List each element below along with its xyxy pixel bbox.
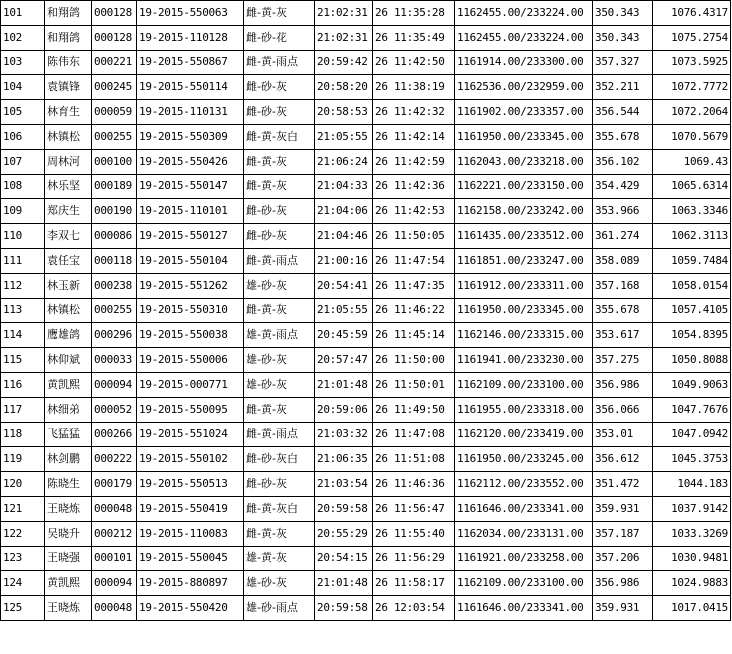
owner-name-cell: 林镇松 bbox=[45, 298, 92, 323]
release-time-cell: 21:06:35 bbox=[315, 447, 373, 472]
arrival-time-cell: 26 11:42:36 bbox=[373, 174, 455, 199]
arrival-time-cell: 26 11:50:05 bbox=[373, 224, 455, 249]
rank-cell: 106 bbox=[1, 124, 45, 149]
table-row bbox=[1, 596, 731, 621]
rank-cell: 125 bbox=[1, 596, 45, 621]
owner-name-cell: 黄凯熙 bbox=[45, 571, 92, 596]
pigeon-description-cell: 雌-黄-灰 bbox=[244, 521, 315, 546]
member-code-cell: 000100 bbox=[92, 149, 137, 174]
arrival-time-cell: 26 11:56:47 bbox=[373, 496, 455, 521]
distance-cell: 350.343 bbox=[593, 1, 653, 26]
distance-cell: 353.01 bbox=[593, 422, 653, 447]
coordinates-cell: 1162112.00/233552.00 bbox=[455, 472, 593, 497]
member-code-cell: 000128 bbox=[92, 1, 137, 26]
pigeon-description-cell: 雌-黄-灰 bbox=[244, 174, 315, 199]
distance-cell: 353.617 bbox=[593, 323, 653, 348]
ring-number-cell: 19-2015-110101 bbox=[137, 199, 244, 224]
coordinates-cell: 1162536.00/232959.00 bbox=[455, 75, 593, 100]
speed-cell: 1059.7484 bbox=[653, 248, 731, 273]
arrival-time-cell: 26 11:42:32 bbox=[373, 100, 455, 125]
ring-number-cell: 19-2015-550095 bbox=[137, 397, 244, 422]
release-time-cell: 21:02:31 bbox=[315, 25, 373, 50]
speed-cell: 1062.3113 bbox=[653, 224, 731, 249]
rank-cell: 102 bbox=[1, 25, 45, 50]
pigeon-description-cell: 雌-砂-灰 bbox=[244, 199, 315, 224]
ring-number-cell: 19-2015-551262 bbox=[137, 273, 244, 298]
release-time-cell: 20:59:58 bbox=[315, 496, 373, 521]
release-time-cell: 20:57:47 bbox=[315, 348, 373, 373]
distance-cell: 361.274 bbox=[593, 224, 653, 249]
speed-cell: 1017.0415 bbox=[653, 596, 731, 621]
coordinates-cell: 1161435.00/233512.00 bbox=[455, 224, 593, 249]
owner-name-cell: 王晓炼 bbox=[45, 496, 92, 521]
distance-cell: 352.211 bbox=[593, 75, 653, 100]
owner-name-cell: 和翔鸽 bbox=[45, 25, 92, 50]
coordinates-cell: 1161912.00/233311.00 bbox=[455, 273, 593, 298]
owner-name-cell: 林育生 bbox=[45, 100, 92, 125]
pigeon-description-cell: 雌-砂-灰 bbox=[244, 224, 315, 249]
distance-cell: 351.472 bbox=[593, 472, 653, 497]
table-body bbox=[1, 1, 731, 621]
owner-name-cell: 王晓炼 bbox=[45, 596, 92, 621]
pigeon-description-cell: 雌-黄-雨点 bbox=[244, 50, 315, 75]
speed-cell: 1050.8088 bbox=[653, 348, 731, 373]
pigeon-description-cell: 雄-砂-雨点 bbox=[244, 596, 315, 621]
member-code-cell: 000048 bbox=[92, 596, 137, 621]
distance-cell: 356.986 bbox=[593, 372, 653, 397]
ring-number-cell: 19-2015-000771 bbox=[137, 372, 244, 397]
table-row bbox=[1, 521, 731, 546]
arrival-time-cell: 26 11:50:01 bbox=[373, 372, 455, 397]
table-row bbox=[1, 149, 731, 174]
owner-name-cell: 袁任宝 bbox=[45, 248, 92, 273]
distance-cell: 357.275 bbox=[593, 348, 653, 373]
rank-cell: 104 bbox=[1, 75, 45, 100]
rank-cell: 122 bbox=[1, 521, 45, 546]
release-time-cell: 20:59:42 bbox=[315, 50, 373, 75]
owner-name-cell: 周林河 bbox=[45, 149, 92, 174]
rank-cell: 112 bbox=[1, 273, 45, 298]
distance-cell: 356.544 bbox=[593, 100, 653, 125]
pigeon-description-cell: 雌-黄-灰白 bbox=[244, 124, 315, 149]
member-code-cell: 000033 bbox=[92, 348, 137, 373]
member-code-cell: 000128 bbox=[92, 25, 137, 50]
distance-cell: 356.102 bbox=[593, 149, 653, 174]
table-row bbox=[1, 397, 731, 422]
speed-cell: 1063.3346 bbox=[653, 199, 731, 224]
member-code-cell: 000101 bbox=[92, 546, 137, 571]
pigeon-description-cell: 雌-黄-灰 bbox=[244, 1, 315, 26]
pigeon-description-cell: 雌-砂-灰白 bbox=[244, 447, 315, 472]
pigeon-description-cell: 雄-砂-灰 bbox=[244, 372, 315, 397]
table-row bbox=[1, 298, 731, 323]
table-row bbox=[1, 323, 731, 348]
coordinates-cell: 1162043.00/233218.00 bbox=[455, 149, 593, 174]
coordinates-cell: 1161950.00/233245.00 bbox=[455, 447, 593, 472]
member-code-cell: 000118 bbox=[92, 248, 137, 273]
release-time-cell: 20:59:58 bbox=[315, 596, 373, 621]
release-time-cell: 20:54:15 bbox=[315, 546, 373, 571]
member-code-cell: 000059 bbox=[92, 100, 137, 125]
table-row bbox=[1, 100, 731, 125]
owner-name-cell: 林乐坚 bbox=[45, 174, 92, 199]
distance-cell: 355.678 bbox=[593, 124, 653, 149]
distance-cell: 356.612 bbox=[593, 447, 653, 472]
member-code-cell: 000190 bbox=[92, 199, 137, 224]
member-code-cell: 000222 bbox=[92, 447, 137, 472]
distance-cell: 357.187 bbox=[593, 521, 653, 546]
release-time-cell: 21:04:06 bbox=[315, 199, 373, 224]
owner-name-cell: 飞猛猛 bbox=[45, 422, 92, 447]
rank-cell: 101 bbox=[1, 1, 45, 26]
rank-cell: 118 bbox=[1, 422, 45, 447]
distance-cell: 356.066 bbox=[593, 397, 653, 422]
ring-number-cell: 19-2015-110131 bbox=[137, 100, 244, 125]
table-row bbox=[1, 124, 731, 149]
coordinates-cell: 1162146.00/233315.00 bbox=[455, 323, 593, 348]
release-time-cell: 21:04:33 bbox=[315, 174, 373, 199]
release-time-cell: 21:03:54 bbox=[315, 472, 373, 497]
distance-cell: 357.168 bbox=[593, 273, 653, 298]
coordinates-cell: 1162109.00/233100.00 bbox=[455, 571, 593, 596]
pigeon-description-cell: 雄-砂-灰 bbox=[244, 273, 315, 298]
coordinates-cell: 1161941.00/233230.00 bbox=[455, 348, 593, 373]
ring-number-cell: 19-2015-550147 bbox=[137, 174, 244, 199]
member-code-cell: 000086 bbox=[92, 224, 137, 249]
ring-number-cell: 19-2015-550104 bbox=[137, 248, 244, 273]
speed-cell: 1033.3269 bbox=[653, 521, 731, 546]
distance-cell: 359.931 bbox=[593, 596, 653, 621]
rank-cell: 107 bbox=[1, 149, 45, 174]
table-row bbox=[1, 348, 731, 373]
release-time-cell: 21:05:55 bbox=[315, 124, 373, 149]
coordinates-cell: 1161950.00/233345.00 bbox=[455, 298, 593, 323]
distance-cell: 353.966 bbox=[593, 199, 653, 224]
arrival-time-cell: 26 11:47:08 bbox=[373, 422, 455, 447]
table-row bbox=[1, 496, 731, 521]
owner-name-cell: 林细弟 bbox=[45, 397, 92, 422]
ring-number-cell: 19-2015-550420 bbox=[137, 596, 244, 621]
coordinates-cell: 1161902.00/233357.00 bbox=[455, 100, 593, 125]
speed-cell: 1076.4317 bbox=[653, 1, 731, 26]
member-code-cell: 000266 bbox=[92, 422, 137, 447]
arrival-time-cell: 26 11:38:19 bbox=[373, 75, 455, 100]
speed-cell: 1049.9063 bbox=[653, 372, 731, 397]
arrival-time-cell: 26 11:45:14 bbox=[373, 323, 455, 348]
pigeon-description-cell: 雌-砂-灰 bbox=[244, 75, 315, 100]
owner-name-cell: 陈伟东 bbox=[45, 50, 92, 75]
table-row bbox=[1, 372, 731, 397]
distance-cell: 357.327 bbox=[593, 50, 653, 75]
member-code-cell: 000255 bbox=[92, 298, 137, 323]
ring-number-cell: 19-2015-550513 bbox=[137, 472, 244, 497]
table-row bbox=[1, 472, 731, 497]
member-code-cell: 000094 bbox=[92, 372, 137, 397]
ring-number-cell: 19-2015-550419 bbox=[137, 496, 244, 521]
speed-cell: 1057.4105 bbox=[653, 298, 731, 323]
coordinates-cell: 1162158.00/233242.00 bbox=[455, 199, 593, 224]
ring-number-cell: 19-2015-551024 bbox=[137, 422, 244, 447]
owner-name-cell: 王晓强 bbox=[45, 546, 92, 571]
speed-cell: 1072.2064 bbox=[653, 100, 731, 125]
owner-name-cell: 袁镇锋 bbox=[45, 75, 92, 100]
table-row bbox=[1, 1, 731, 26]
distance-cell: 359.931 bbox=[593, 496, 653, 521]
rank-cell: 121 bbox=[1, 496, 45, 521]
rank-cell: 109 bbox=[1, 199, 45, 224]
release-time-cell: 20:59:06 bbox=[315, 397, 373, 422]
table-row bbox=[1, 199, 731, 224]
arrival-time-cell: 26 11:42:59 bbox=[373, 149, 455, 174]
pigeon-description-cell: 雄-黄-灰 bbox=[244, 546, 315, 571]
distance-cell: 358.089 bbox=[593, 248, 653, 273]
coordinates-cell: 1161921.00/233258.00 bbox=[455, 546, 593, 571]
speed-cell: 1045.3753 bbox=[653, 447, 731, 472]
table-row bbox=[1, 273, 731, 298]
release-time-cell: 20:45:59 bbox=[315, 323, 373, 348]
speed-cell: 1044.183 bbox=[653, 472, 731, 497]
speed-cell: 1054.8395 bbox=[653, 323, 731, 348]
pigeon-description-cell: 雌-黄-灰 bbox=[244, 397, 315, 422]
arrival-time-cell: 26 11:35:49 bbox=[373, 25, 455, 50]
member-code-cell: 000048 bbox=[92, 496, 137, 521]
table-row bbox=[1, 248, 731, 273]
coordinates-cell: 1162455.00/233224.00 bbox=[455, 25, 593, 50]
coordinates-cell: 1161914.00/233300.00 bbox=[455, 50, 593, 75]
coordinates-cell: 1162109.00/233100.00 bbox=[455, 372, 593, 397]
release-time-cell: 21:00:16 bbox=[315, 248, 373, 273]
member-code-cell: 000221 bbox=[92, 50, 137, 75]
distance-cell: 355.678 bbox=[593, 298, 653, 323]
rank-cell: 111 bbox=[1, 248, 45, 273]
release-time-cell: 21:02:31 bbox=[315, 1, 373, 26]
ring-number-cell: 19-2015-550310 bbox=[137, 298, 244, 323]
release-time-cell: 21:01:48 bbox=[315, 571, 373, 596]
table-row bbox=[1, 25, 731, 50]
distance-cell: 354.429 bbox=[593, 174, 653, 199]
pigeon-description-cell: 雄-黄-雨点 bbox=[244, 323, 315, 348]
member-code-cell: 000296 bbox=[92, 323, 137, 348]
speed-cell: 1047.7676 bbox=[653, 397, 731, 422]
arrival-time-cell: 26 11:42:53 bbox=[373, 199, 455, 224]
ring-number-cell: 19-2015-550309 bbox=[137, 124, 244, 149]
table-row bbox=[1, 571, 731, 596]
arrival-time-cell: 26 11:42:14 bbox=[373, 124, 455, 149]
arrival-time-cell: 26 11:50:00 bbox=[373, 348, 455, 373]
owner-name-cell: 和翔鸽 bbox=[45, 1, 92, 26]
pigeon-description-cell: 雌-黄-雨点 bbox=[244, 422, 315, 447]
table-row bbox=[1, 422, 731, 447]
owner-name-cell: 吴晓升 bbox=[45, 521, 92, 546]
ring-number-cell: 19-2015-550045 bbox=[137, 546, 244, 571]
coordinates-cell: 1161955.00/233318.00 bbox=[455, 397, 593, 422]
rank-cell: 116 bbox=[1, 372, 45, 397]
coordinates-cell: 1161646.00/233341.00 bbox=[455, 596, 593, 621]
release-time-cell: 20:55:29 bbox=[315, 521, 373, 546]
speed-cell: 1072.7772 bbox=[653, 75, 731, 100]
distance-cell: 357.206 bbox=[593, 546, 653, 571]
ring-number-cell: 19-2015-550426 bbox=[137, 149, 244, 174]
owner-name-cell: 郑庆生 bbox=[45, 199, 92, 224]
table-row bbox=[1, 447, 731, 472]
rank-cell: 120 bbox=[1, 472, 45, 497]
speed-cell: 1070.5679 bbox=[653, 124, 731, 149]
ring-number-cell: 19-2015-550127 bbox=[137, 224, 244, 249]
coordinates-cell: 1162120.00/233419.00 bbox=[455, 422, 593, 447]
member-code-cell: 000255 bbox=[92, 124, 137, 149]
rank-cell: 108 bbox=[1, 174, 45, 199]
member-code-cell: 000212 bbox=[92, 521, 137, 546]
table-row bbox=[1, 50, 731, 75]
ring-number-cell: 19-2015-110083 bbox=[137, 521, 244, 546]
member-code-cell: 000179 bbox=[92, 472, 137, 497]
arrival-time-cell: 26 11:46:36 bbox=[373, 472, 455, 497]
rank-cell: 117 bbox=[1, 397, 45, 422]
ring-number-cell: 19-2015-550114 bbox=[137, 75, 244, 100]
ring-number-cell: 19-2015-110128 bbox=[137, 25, 244, 50]
arrival-time-cell: 26 11:47:35 bbox=[373, 273, 455, 298]
release-time-cell: 20:54:41 bbox=[315, 273, 373, 298]
pigeon-description-cell: 雌-砂-花 bbox=[244, 25, 315, 50]
coordinates-cell: 1161646.00/233341.00 bbox=[455, 496, 593, 521]
arrival-time-cell: 26 12:03:54 bbox=[373, 596, 455, 621]
owner-name-cell: 林镇松 bbox=[45, 124, 92, 149]
release-time-cell: 21:05:55 bbox=[315, 298, 373, 323]
member-code-cell: 000094 bbox=[92, 571, 137, 596]
ring-number-cell: 19-2015-550038 bbox=[137, 323, 244, 348]
speed-cell: 1075.2754 bbox=[653, 25, 731, 50]
pigeon-description-cell: 雌-黄-灰 bbox=[244, 149, 315, 174]
pigeon-description-cell: 雌-砂-灰 bbox=[244, 472, 315, 497]
member-code-cell: 000189 bbox=[92, 174, 137, 199]
rank-cell: 103 bbox=[1, 50, 45, 75]
speed-cell: 1065.6314 bbox=[653, 174, 731, 199]
speed-cell: 1058.0154 bbox=[653, 273, 731, 298]
release-time-cell: 20:58:20 bbox=[315, 75, 373, 100]
arrival-time-cell: 26 11:42:50 bbox=[373, 50, 455, 75]
release-time-cell: 21:04:46 bbox=[315, 224, 373, 249]
arrival-time-cell: 26 11:55:40 bbox=[373, 521, 455, 546]
coordinates-cell: 1162455.00/233224.00 bbox=[455, 1, 593, 26]
rank-cell: 105 bbox=[1, 100, 45, 125]
member-code-cell: 000052 bbox=[92, 397, 137, 422]
coordinates-cell: 1162221.00/233150.00 bbox=[455, 174, 593, 199]
rank-cell: 114 bbox=[1, 323, 45, 348]
rank-cell: 119 bbox=[1, 447, 45, 472]
table-row bbox=[1, 174, 731, 199]
speed-cell: 1047.0942 bbox=[653, 422, 731, 447]
speed-cell: 1073.5925 bbox=[653, 50, 731, 75]
owner-name-cell: 鹰雄鸽 bbox=[45, 323, 92, 348]
pigeon-description-cell: 雌-黄-灰 bbox=[244, 298, 315, 323]
rank-cell: 115 bbox=[1, 348, 45, 373]
pigeon-description-cell: 雌-砂-灰 bbox=[244, 100, 315, 125]
rank-cell: 124 bbox=[1, 571, 45, 596]
owner-name-cell: 林剑鹏 bbox=[45, 447, 92, 472]
table-row bbox=[1, 75, 731, 100]
rank-cell: 113 bbox=[1, 298, 45, 323]
speed-cell: 1037.9142 bbox=[653, 496, 731, 521]
arrival-time-cell: 26 11:49:50 bbox=[373, 397, 455, 422]
owner-name-cell: 林仰斌 bbox=[45, 348, 92, 373]
pigeon-description-cell: 雌-黄-雨点 bbox=[244, 248, 315, 273]
ring-number-cell: 19-2015-550006 bbox=[137, 348, 244, 373]
pigeon-description-cell: 雌-黄-灰白 bbox=[244, 496, 315, 521]
arrival-time-cell: 26 11:35:28 bbox=[373, 1, 455, 26]
member-code-cell: 000238 bbox=[92, 273, 137, 298]
rank-cell: 110 bbox=[1, 224, 45, 249]
ring-number-cell: 19-2015-550102 bbox=[137, 447, 244, 472]
release-time-cell: 21:01:48 bbox=[315, 372, 373, 397]
pigeon-description-cell: 雄-砂-灰 bbox=[244, 571, 315, 596]
owner-name-cell: 林玉新 bbox=[45, 273, 92, 298]
speed-cell: 1024.9883 bbox=[653, 571, 731, 596]
member-code-cell: 000245 bbox=[92, 75, 137, 100]
arrival-time-cell: 26 11:46:22 bbox=[373, 298, 455, 323]
arrival-time-cell: 26 11:56:29 bbox=[373, 546, 455, 571]
speed-cell: 1069.43 bbox=[653, 149, 731, 174]
distance-cell: 356.986 bbox=[593, 571, 653, 596]
owner-name-cell: 李双七 bbox=[45, 224, 92, 249]
ring-number-cell: 19-2015-550867 bbox=[137, 50, 244, 75]
ring-number-cell: 19-2015-550063 bbox=[137, 1, 244, 26]
coordinates-cell: 1161851.00/233247.00 bbox=[455, 248, 593, 273]
release-time-cell: 21:06:24 bbox=[315, 149, 373, 174]
owner-name-cell: 黄凯熙 bbox=[45, 372, 92, 397]
speed-cell: 1030.9481 bbox=[653, 546, 731, 571]
arrival-time-cell: 26 11:58:17 bbox=[373, 571, 455, 596]
table-row bbox=[1, 546, 731, 571]
rank-cell: 123 bbox=[1, 546, 45, 571]
ring-number-cell: 19-2015-880897 bbox=[137, 571, 244, 596]
table-row bbox=[1, 224, 731, 249]
release-time-cell: 21:03:32 bbox=[315, 422, 373, 447]
arrival-time-cell: 26 11:51:08 bbox=[373, 447, 455, 472]
distance-cell: 350.343 bbox=[593, 25, 653, 50]
owner-name-cell: 陈晓生 bbox=[45, 472, 92, 497]
arrival-time-cell: 26 11:47:54 bbox=[373, 248, 455, 273]
coordinates-cell: 1161950.00/233345.00 bbox=[455, 124, 593, 149]
release-time-cell: 20:58:53 bbox=[315, 100, 373, 125]
coordinates-cell: 1162034.00/233131.00 bbox=[455, 521, 593, 546]
pigeon-description-cell: 雄-砂-灰 bbox=[244, 348, 315, 373]
